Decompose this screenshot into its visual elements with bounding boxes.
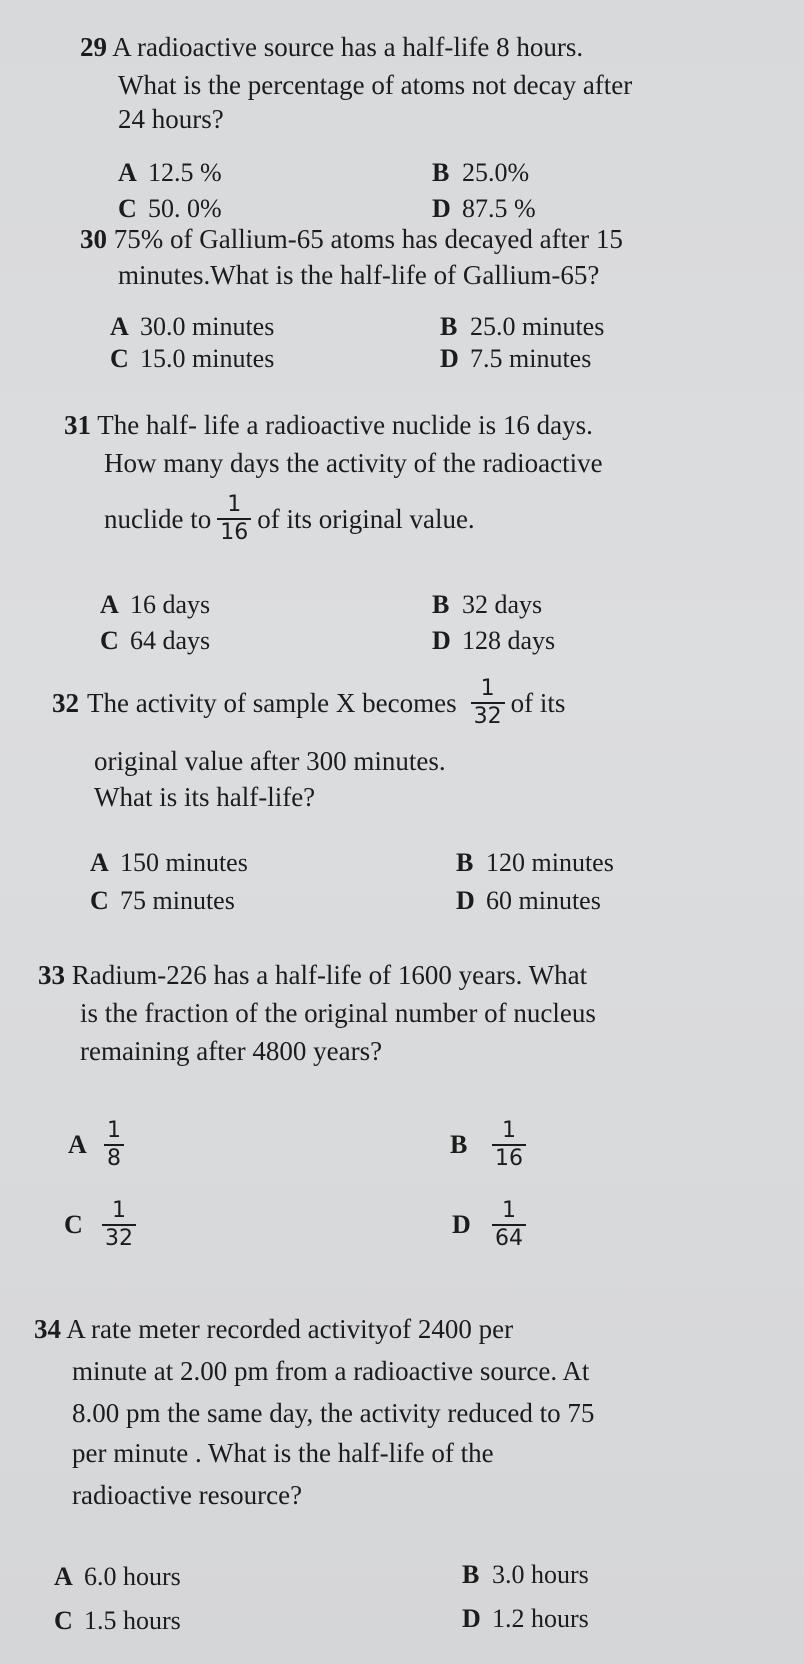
option-a[interactable]: A 6.0 hours [54, 1562, 181, 1591]
option-c[interactable]: C $\frac{1}{32}$ [64, 1198, 142, 1252]
fraction: $\frac{1}{64}$ [492, 1198, 526, 1252]
question-number: 31 [64, 410, 91, 440]
question-number: 33 [38, 960, 65, 990]
option-d[interactable]: D 60 minutes [456, 886, 601, 915]
stem-line: 8.00 pm the same day, the activity reduced to 75 [72, 1398, 595, 1428]
option-a[interactable]: A 16 days [100, 590, 211, 619]
question-stem [64, 406, 593, 444]
stem-line: remaining after 4800 years? [80, 1036, 383, 1066]
stem-line: A radioactive source has a half-life 8 hours. [112, 32, 584, 62]
option-c[interactable]: C 64 days [100, 626, 211, 655]
stem-line: How many days the activity of the radioactive [104, 448, 603, 478]
fraction: $\frac{1}{16}$ [217, 492, 251, 546]
stem-line: is the fraction of the original number of nucleus [80, 998, 596, 1028]
stem-line: minutes.What is the half-life of Gallium-65? [118, 260, 600, 290]
option-b[interactable]: B 32 days [432, 590, 543, 619]
option-b[interactable]: B $\frac{1}{16}$ [450, 1118, 532, 1172]
fraction: $\frac{1}{32}$ [102, 1198, 136, 1252]
fraction: $\frac{1}{8}$ [104, 1118, 124, 1172]
stem-line: Radium-226 has a half-life of 1600 years. What [71, 960, 588, 990]
option-a[interactable]: A 150 minutes [90, 848, 248, 877]
question-stem [80, 220, 623, 258]
option-b[interactable]: B 3.0 hours [462, 1560, 589, 1589]
option-d[interactable]: D 1.2 hours [462, 1604, 589, 1633]
question-number: 34 [34, 1314, 61, 1344]
stem-line: original value after 300 minutes. [94, 746, 446, 776]
question-number: 29 [80, 32, 107, 62]
stem-line: What is its half-life? [94, 782, 316, 812]
question-number: 32 [52, 688, 79, 718]
stem-line: 75% of Gallium-65 atoms has decayed after 15 [113, 224, 623, 254]
option-c[interactable]: C 1.5 hours [54, 1606, 181, 1635]
stem-line: minute at 2.00 pm from a radioactive source. At [72, 1356, 590, 1386]
fraction: $\frac{1}{16}$ [492, 1118, 526, 1172]
question-stem: 32 The activity of sample X becomes $\frac{1}{32}$ of its [52, 676, 566, 729]
option-b[interactable]: B 25.0 minutes [440, 312, 605, 341]
question-stem [80, 28, 583, 66]
stem-line: 24 hours? [118, 104, 224, 134]
question-number: 30 [80, 224, 107, 254]
fraction: $\frac{1}{32}$ [471, 676, 505, 730]
option-c[interactable]: C 75 minutes [90, 886, 235, 915]
option-d[interactable]: D 7.5 minutes [440, 344, 592, 373]
option-d[interactable]: D 87.5 % [432, 194, 536, 223]
stem-line: per minute . What is the half-life of the [72, 1438, 494, 1468]
option-c[interactable]: C 50. 0% [118, 194, 222, 223]
stem-line-with-fraction: nuclide to $\frac{1}{16}$ of its original value. [104, 492, 475, 545]
stem-line: A rate meter recorded activityof 2400 per [66, 1314, 514, 1344]
question-stem [38, 956, 587, 994]
option-d[interactable]: D 128 days [432, 626, 556, 655]
stem-line: What is the percentage of atoms not decay after [118, 70, 633, 100]
option-d[interactable]: D $\frac{1}{64}$ [452, 1198, 532, 1252]
question-stem [34, 1310, 513, 1348]
option-a[interactable]: A 30.0 minutes [110, 312, 275, 341]
option-a[interactable]: A $\frac{1}{8}$ [68, 1118, 130, 1172]
option-b[interactable]: B 120 minutes [456, 848, 614, 877]
option-b[interactable]: B 25.0% [432, 158, 530, 187]
stem-line: The half- life a radioactive nuclide is 16 days. [97, 410, 593, 440]
option-a[interactable]: A 12.5 % [118, 158, 222, 187]
option-c[interactable]: C 15.0 minutes [110, 344, 275, 373]
stem-line: The activity of sample X becomes [87, 688, 457, 718]
stem-line: radioactive resource? [72, 1480, 303, 1510]
